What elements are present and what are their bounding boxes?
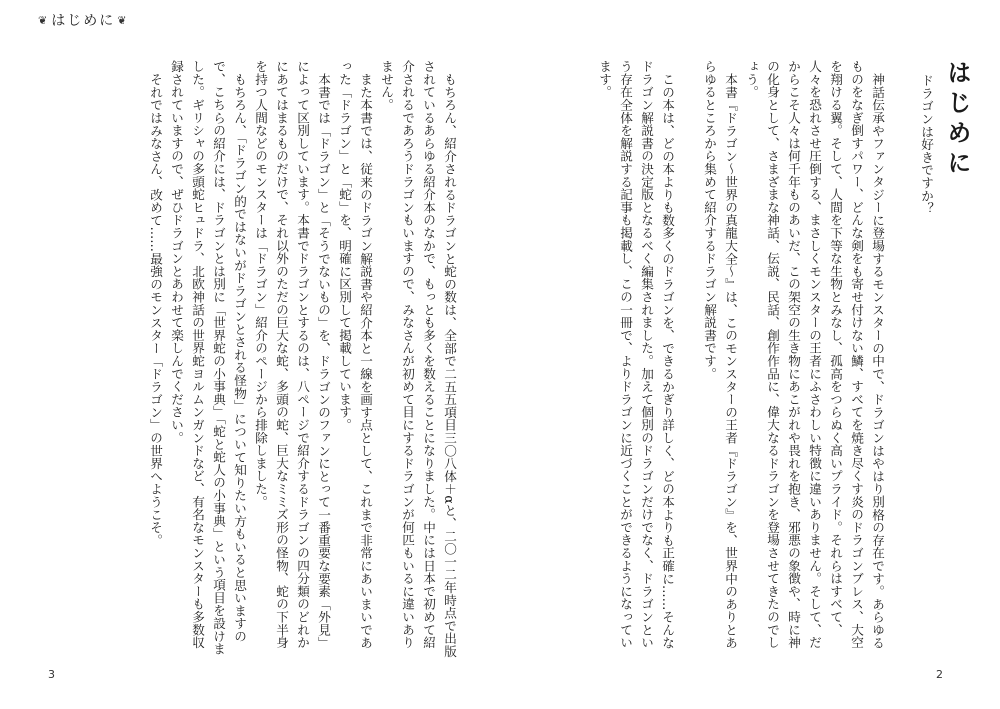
opening-question: ドラゴンは好きですか？ bbox=[919, 74, 934, 215]
right-page-text bbox=[510, 60, 972, 660]
paragraph: 本書『ドラゴン〜世界の真龍大全〜』は、このモンスターの王者『ドラゴン』を、世界中のありとあらゆるところから集めて紹介するドラゴン解説書です。 bbox=[702, 60, 738, 649]
chapter-title: はじめに bbox=[943, 60, 972, 180]
page-number-right: 2 bbox=[936, 668, 943, 681]
right-page bbox=[510, 60, 972, 660]
running-header bbox=[36, 10, 130, 30]
paragraph: また本書では、従来のドラゴン解説書や紹介本と一線を画す点として、これまで非常にあいまいであった「ドラゴン」と「蛇」を、明確に区別して掲載しています。 bbox=[337, 60, 373, 649]
paragraph: この本は、どの本よりも数多くのドラゴンを、できるかぎり詳しく、どの本よりも正確に……そんなドラゴン解説書の決定版となるべく編集されました。加えて個別のドラゴンだけでなく、ドラゴンという存在全体を解説する記事も掲載し、この一冊で、よりドラゴンに近づくことができるようになっています。 bbox=[597, 60, 675, 649]
paragraph: 本書では「ドラゴン」と「そうでないもの」を、ドラゴンのファンにとって一番重要な要素「外見」によって区別しています。本書でドラゴンとするのは、八ページで紹介するドラゴンの四分類のどれかにあてはまるものだけで、それ以外のただの巨大な蛇、多頭の蛇、巨大なミミズ形の怪物、蛇の下半身を持つ人間などのモンスターは「ドラゴン」紹介のページから排除しました。 bbox=[253, 60, 331, 649]
paragraph: それではみなさん、改めて……最強のモンスター「ドラゴン」の世界へようこそ。 bbox=[148, 72, 163, 547]
ornament-right-icon: ❦ bbox=[117, 13, 129, 27]
left-page-text bbox=[30, 60, 460, 660]
paragraph: もちろん、紹介されるドラゴンと蛇の数は、全部で二五五項目三〇八体＋αと、二〇一二年時点で出版されているあらゆる紹介本のなかで、もっとも多くを数えることになりました。中には日本で初めて紹介されるであろうドラゴンもいますので、みなさんが初めて目にするドラゴンが何匹もいるに違いありません。 bbox=[379, 60, 457, 658]
running-header-title: はじめに bbox=[51, 13, 116, 29]
page-number-left: 3 bbox=[48, 668, 55, 681]
paragraph: もちろん、「ドラゴン的ではないがドラゴンとされる怪物」について知りたい方もいると思いますので、こちらの紹介には、ドラゴンとは別に「世界蛇の小事典」「蛇と蛇人の小事典」という項目を設けました。ギリシャの多頭蛇ヒュドラ、北欧神話の世界蛇ヨルムンガンドなど、有名なモンスターも多数収録されていますので、ぜひドラゴンとあわせて楽しんでください。 bbox=[169, 60, 247, 656]
ornament-left-icon: ❦ bbox=[38, 13, 50, 27]
paragraph: 神話伝承やファンタジーに登場するモンスターの中で、ドラゴンはやはり別格の存在です。あらゆるものをなぎ倒すパワー、どんな剣をも寄せ付けない鱗、すべてを焼き尽くす炎のドラゴンブレス、大空を翔ける翼。そして、人間を下等な生物とみなし、孤高をつらぬく高いプライド。それらはすべて、人々を恐れさせ圧倒する、まさしくモンスターの王者にふさわしい特徴に違いありません。そして、だからこそ人々は何千年ものあいだ、この架空の生き物にあこがれや畏れを抱き、邪悪の象徴や、時に神の化身として、さまざまな神話、伝説、民話、創作作品に、偉大なるドラゴンを登場させてきたのでしょう。 bbox=[744, 60, 885, 649]
left-page bbox=[30, 60, 460, 660]
